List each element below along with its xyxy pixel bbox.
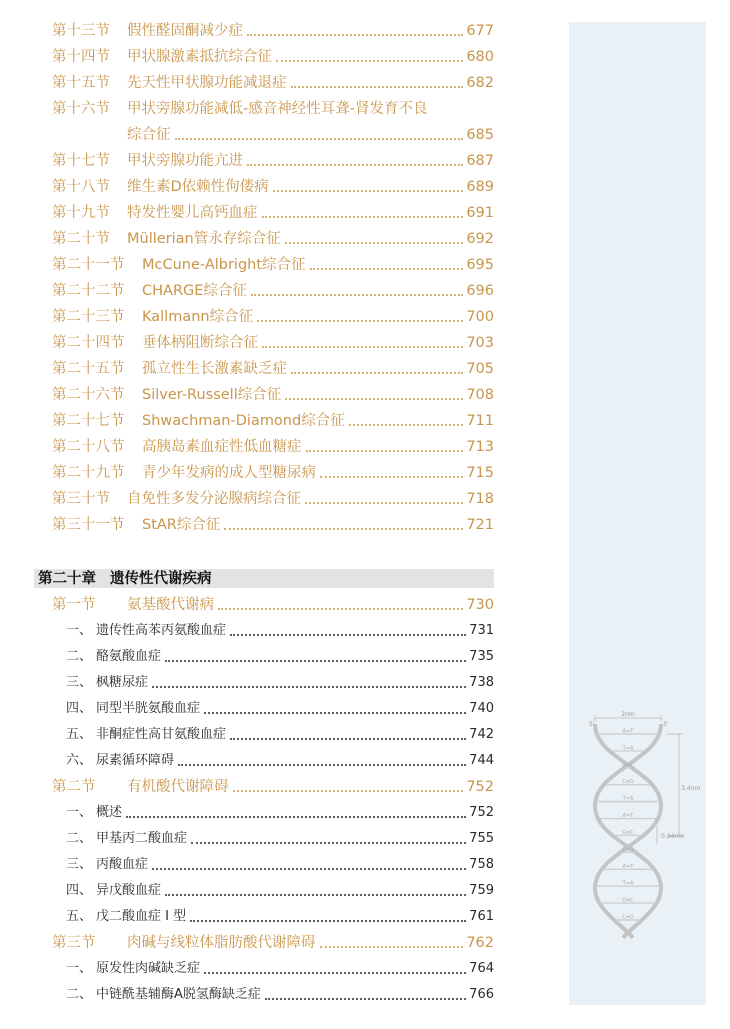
section-number: 第二十节 xyxy=(52,231,110,247)
page-number: 687 xyxy=(466,153,494,169)
toc-row[interactable] xyxy=(52,302,494,326)
leader-dots xyxy=(126,815,466,818)
item-title: 同型半胱氨酸血症 xyxy=(96,701,201,716)
toc-subrow[interactable] xyxy=(66,616,494,640)
leader-dots xyxy=(349,423,464,426)
toc-subrow[interactable] xyxy=(66,720,494,744)
item-title: 尿素循环障碍 xyxy=(96,753,175,768)
item-title: 遗传性高苯丙氨酸血症 xyxy=(96,623,227,638)
toc-row[interactable] xyxy=(52,590,494,614)
item-title: 概述 xyxy=(96,805,123,820)
helix-5-prime-label: 5' xyxy=(589,721,595,728)
section-title: 甲状旁腺功能减低-感音神经性耳聋-肾发育不良 xyxy=(127,101,428,117)
leader-dots xyxy=(285,241,464,244)
toc-subrow[interactable] xyxy=(66,850,494,874)
toc-subrow[interactable] xyxy=(66,798,494,822)
page-number: 708 xyxy=(466,387,494,403)
page-number: 691 xyxy=(466,205,494,221)
helix-pair-label: G≡C xyxy=(622,762,634,769)
toc-row[interactable] xyxy=(52,328,494,352)
helix-pair-label: A=T xyxy=(622,863,634,870)
page-number: 752 xyxy=(466,779,494,795)
helix-width-label: 2nm xyxy=(621,711,635,718)
toc-row[interactable] xyxy=(52,68,494,92)
item-title: 丙酸血症 xyxy=(96,857,149,872)
toc-row[interactable] xyxy=(52,484,494,508)
toc-row[interactable] xyxy=(52,510,494,534)
page-number: 711 xyxy=(466,413,494,429)
item-number: 一、 xyxy=(66,961,93,976)
section-number: 第二十三节 xyxy=(52,309,125,325)
toc-row[interactable] xyxy=(52,94,494,118)
toc-subrow[interactable] xyxy=(66,954,494,978)
helix-base-pairs xyxy=(595,729,661,921)
section-number: 第十四节 xyxy=(52,49,110,65)
leader-dots xyxy=(273,189,464,192)
toc-row[interactable] xyxy=(52,276,494,300)
section-title: 特发性婴儿高钙血症 xyxy=(127,205,258,221)
section-number: 第二十六节 xyxy=(52,387,125,403)
helix-pair-label: T=A xyxy=(622,745,634,752)
leader-dots xyxy=(152,867,466,870)
item-number: 五、 xyxy=(66,909,93,924)
leader-dots xyxy=(230,737,466,740)
toc-row-continuation[interactable] xyxy=(127,120,494,144)
page-number: 764 xyxy=(469,961,494,976)
toc-subrow[interactable] xyxy=(66,902,494,926)
section-title: CHARGE综合征 xyxy=(142,283,247,299)
toc-subrow[interactable] xyxy=(66,694,494,718)
page-number: 705 xyxy=(466,361,494,377)
page-number: 718 xyxy=(466,491,494,507)
page-number: 695 xyxy=(466,257,494,273)
section-title: 氨基酸代谢病 xyxy=(127,597,214,613)
leader-dots xyxy=(257,319,463,322)
toc-row[interactable] xyxy=(52,432,494,456)
section-title: 维生素D依赖性佝偻病 xyxy=(127,179,269,195)
section-number: 第三十节 xyxy=(52,491,110,507)
page-number: 740 xyxy=(469,701,494,716)
section-number: 第二十八节 xyxy=(52,439,125,455)
chapter-heading[interactable] xyxy=(34,569,494,588)
item-title: 枫糖尿症 xyxy=(96,675,149,690)
leader-dots xyxy=(291,371,463,374)
section-number: 第三十一节 xyxy=(52,517,125,533)
page-number: 742 xyxy=(469,727,494,742)
section-number: 第二十九节 xyxy=(52,465,125,481)
item-title: 异戊酸血症 xyxy=(96,883,162,898)
helix-pair-label: T=A xyxy=(622,880,634,887)
leader-dots xyxy=(262,215,464,218)
item-title: 原发性肉碱缺乏症 xyxy=(96,961,201,976)
leader-dots xyxy=(265,997,466,1000)
section-number: 第二节 xyxy=(52,779,96,795)
leader-dots xyxy=(165,659,466,662)
item-number: 二、 xyxy=(66,987,93,1002)
page-number: 700 xyxy=(466,309,494,325)
item-title: 戊二酸血症 I 型 xyxy=(96,909,187,924)
section-title: 青少年发病的成人型糖尿病 xyxy=(142,465,316,481)
leader-dots xyxy=(305,501,463,504)
section-number: 第十三节 xyxy=(52,23,110,39)
section-number: 第二十二节 xyxy=(52,283,125,299)
helix-pair-label: G≡C xyxy=(622,897,634,904)
toc-row[interactable] xyxy=(52,380,494,404)
section-number: 第二十一节 xyxy=(52,257,125,273)
section-number: 第三节 xyxy=(52,935,96,951)
toc-row[interactable] xyxy=(52,458,494,482)
leader-dots xyxy=(306,449,464,452)
section-number: 第十六节 xyxy=(52,101,110,117)
item-number: 六、 xyxy=(66,753,93,768)
item-title: 甲基丙二酸血症 xyxy=(96,831,188,846)
toc-subrow[interactable] xyxy=(66,668,494,692)
toc-row[interactable] xyxy=(52,250,494,274)
helix-pair-label: A=T xyxy=(622,813,634,820)
leader-dots xyxy=(247,163,463,166)
section-title: 自免性多发分泌腺病综合征 xyxy=(127,491,301,507)
helix-pair-label: G≡C xyxy=(622,829,634,836)
helix-pair-label: C≡G xyxy=(622,779,634,786)
dna-helix-illustration xyxy=(573,710,703,942)
section-title: McCune-Albright综合征 xyxy=(142,257,306,273)
toc-row[interactable] xyxy=(52,224,494,248)
item-number: 二、 xyxy=(66,649,93,664)
toc-row[interactable] xyxy=(52,354,494,378)
page-number: 721 xyxy=(466,517,494,533)
page-number: 696 xyxy=(466,283,494,299)
item-title: 中链酰基辅酶A脱氢酶缺乏症 xyxy=(96,987,261,1002)
page-number: 715 xyxy=(466,465,494,481)
section-number: 第十五节 xyxy=(52,75,110,91)
section-number: 第十八节 xyxy=(52,179,110,195)
section-title: Müllerian管永存综合征 xyxy=(127,231,281,247)
page-number: 761 xyxy=(469,909,494,924)
leader-dots xyxy=(175,137,464,140)
leader-dots xyxy=(230,633,466,636)
toc-row[interactable] xyxy=(52,16,494,40)
toc-subrow[interactable] xyxy=(66,824,494,848)
section-number: 第二十七节 xyxy=(52,413,125,429)
item-title: 非酮症性高甘氨酸血症 xyxy=(96,727,227,742)
item-number: 四、 xyxy=(66,883,93,898)
page-number: 752 xyxy=(469,805,494,820)
toc-row[interactable] xyxy=(52,172,494,196)
page-number: 738 xyxy=(469,675,494,690)
page-number: 677 xyxy=(466,23,494,39)
leader-dots xyxy=(191,841,466,844)
leader-dots xyxy=(224,527,463,530)
leader-dots xyxy=(320,945,464,948)
toc-row[interactable] xyxy=(52,198,494,222)
page-number: 730 xyxy=(466,597,494,613)
section-title: 甲状旁腺功能亢进 xyxy=(127,153,243,169)
item-number: 一、 xyxy=(66,623,93,638)
section-title: Shwachman-Diamond综合征 xyxy=(142,413,345,429)
toc-row[interactable] xyxy=(52,928,494,952)
page-number: 689 xyxy=(466,179,494,195)
leader-dots xyxy=(233,789,464,792)
item-number: 三、 xyxy=(66,675,93,690)
section-title: 甲状腺激素抵抗综合征 xyxy=(127,49,272,65)
leader-dots xyxy=(291,85,464,88)
leader-dots xyxy=(276,59,463,62)
leader-dots xyxy=(218,607,463,610)
item-number: 四、 xyxy=(66,701,93,716)
leader-dots xyxy=(251,293,463,296)
page-number: 758 xyxy=(469,857,494,872)
leader-dots xyxy=(247,33,463,36)
chapter-number: 第二十章 xyxy=(38,570,96,587)
section-number: 第二十四节 xyxy=(52,335,125,351)
leader-dots xyxy=(310,267,464,270)
section-title: 垂体柄阻断综合征 xyxy=(142,335,258,351)
item-number: 二、 xyxy=(66,831,93,846)
page-number: 703 xyxy=(466,335,494,351)
item-number: 五、 xyxy=(66,727,93,742)
helix-pitch-label: 3.4nm xyxy=(681,785,701,792)
toc-subrow[interactable] xyxy=(66,642,494,666)
toc-row[interactable] xyxy=(52,146,494,170)
leader-dots xyxy=(152,685,466,688)
page-number: 744 xyxy=(469,753,494,768)
helix-pair-label: T=A xyxy=(622,796,634,803)
toc-subrow[interactable] xyxy=(66,746,494,770)
leader-dots xyxy=(262,345,463,348)
page-number: 766 xyxy=(469,987,494,1002)
helix-pair-label: C≡G xyxy=(622,846,634,853)
leader-dots xyxy=(320,475,463,478)
section-title: Kallmann综合征 xyxy=(142,309,254,325)
item-number: 三、 xyxy=(66,857,93,872)
page-number: 762 xyxy=(466,935,494,951)
item-number: 一、 xyxy=(66,805,93,820)
leader-dots xyxy=(178,763,466,766)
page-number: 731 xyxy=(469,623,494,638)
item-title: 酪氨酸血症 xyxy=(96,649,162,664)
leader-dots xyxy=(204,971,466,974)
toc-subrow[interactable] xyxy=(66,980,494,1004)
leader-dots xyxy=(204,711,466,714)
section-title: StAR综合征 xyxy=(142,517,221,533)
section-title: 先天性甲状腺功能减退症 xyxy=(127,75,287,91)
section-title: 假性醛固酮减少症 xyxy=(127,23,243,39)
page-number: 680 xyxy=(466,49,494,65)
toc-row[interactable] xyxy=(52,406,494,430)
section-title: 高胰岛素血症性低血糖症 xyxy=(142,439,302,455)
page-number: 759 xyxy=(469,883,494,898)
page-number: 682 xyxy=(466,75,494,91)
leader-dots xyxy=(285,397,463,400)
section-title: Silver-Russell综合征 xyxy=(142,387,282,403)
page-number: 685 xyxy=(466,127,494,143)
section-number: 第十七节 xyxy=(52,153,110,169)
toc-subrow[interactable] xyxy=(66,876,494,900)
leader-dots xyxy=(165,893,466,896)
section-title: 孤立性生长激素缺乏症 xyxy=(142,361,287,377)
section-title: 肉碱与线粒体脂肪酸代谢障碍 xyxy=(127,935,316,951)
page-number: 692 xyxy=(466,231,494,247)
helix-rise-label: 0.34nm xyxy=(661,833,685,840)
leader-dots xyxy=(190,919,466,922)
helix-pair-label: A=T xyxy=(622,728,634,735)
helix-pair-label: C≡G xyxy=(622,914,634,921)
section-number: 第一节 xyxy=(52,597,96,613)
section-number: 第二十五节 xyxy=(52,361,125,377)
page-number: 735 xyxy=(469,649,494,664)
section-number: 第十九节 xyxy=(52,205,110,221)
toc-row[interactable] xyxy=(52,42,494,66)
page-number: 713 xyxy=(466,439,494,455)
toc-row[interactable] xyxy=(52,772,494,796)
chapter-title: 遗传性代谢疾病 xyxy=(110,570,212,587)
helix-3-prime-label: 3' xyxy=(663,721,669,728)
section-title: 有机酸代谢障碍 xyxy=(127,779,229,795)
section-title-continued: 综合征 xyxy=(127,127,171,143)
page-number: 755 xyxy=(469,831,494,846)
